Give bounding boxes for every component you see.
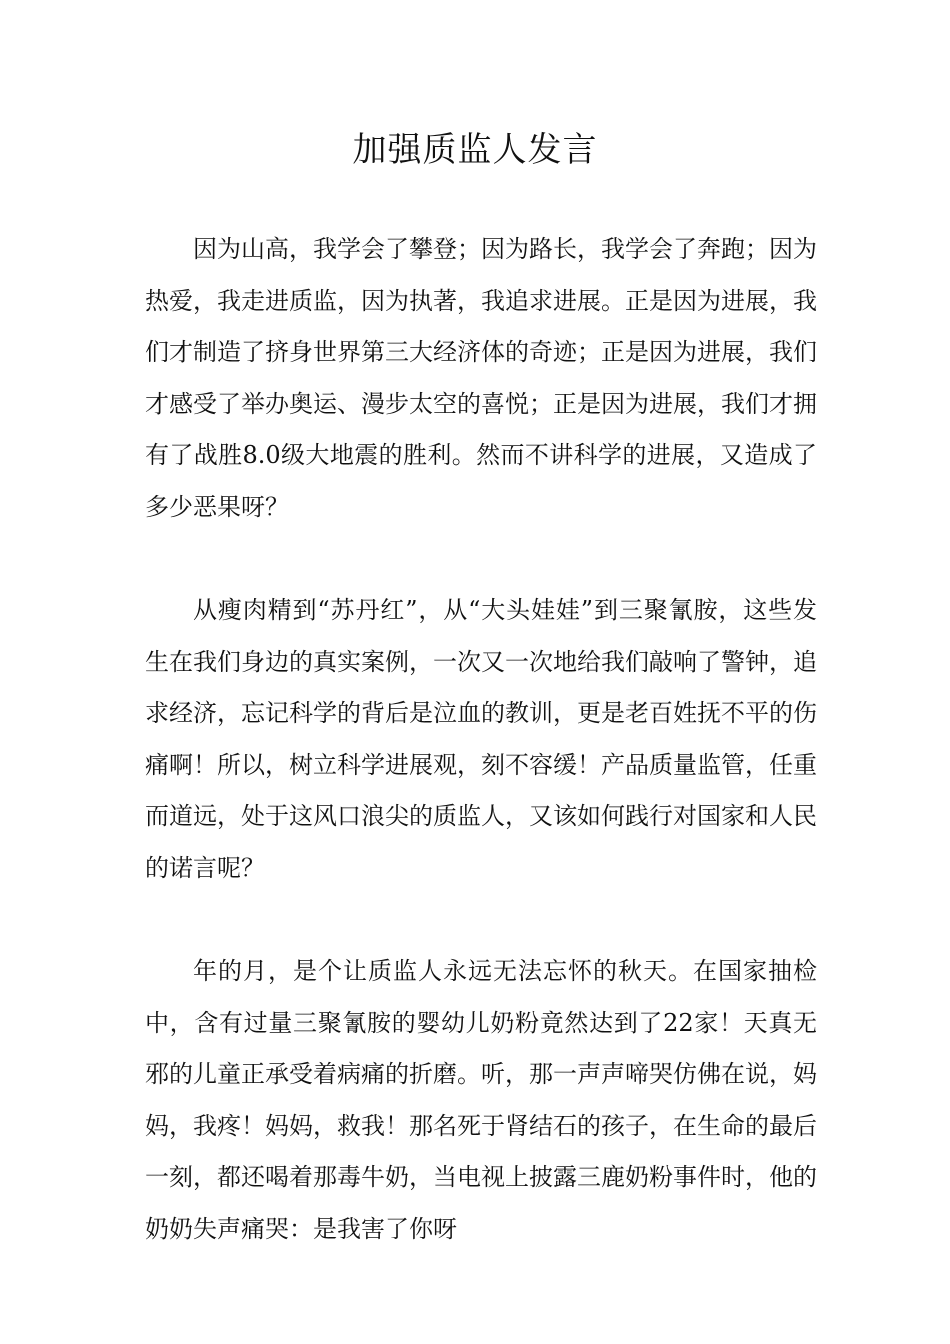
document-title: 加强质监人发言 [352, 130, 598, 170]
paragraph-3: 年的月，是个让质监人永远无法忘怀的秋天。在国家抽检中，含有过量三聚氰胺的婴幼儿奶粉竟然达到了22家！天真无邪的儿童正承受着病痛的折磨。听，那一声声啼哭仿佛在说，妈妈，我疼！妈妈，救我！那名死于肾结石的孩子，在生命的最后一刻，都还喝着那毒牛奶，当电视上披露三鹿奶粉事件时，他的奶奶失声痛哭：是我害了你呀 [145, 957, 817, 1243]
document-body [145, 224, 817, 1255]
paragraph-1: 因为山高，我学会了攀登；因为路长，我学会了奔跑；因为热爱，我走进质监，因为执著，我追求进展。正是因为进展，我们才制造了挤身世界第三大经济体的奇迹；正是因为进展，我们才感受了举办奥运、漫步太空的喜悦；正是因为进展，我们才拥有了战胜8.0级大地震的胜利。然而不讲科学的进展，又造成了多少恶果呀？ [145, 235, 817, 521]
paragraph-2: 从瘦肉精到“苏丹红”，从“大头娃娃”到三聚氰胺，这些发生在我们身边的真实案例，一次又一次地给我们敲响了警钟，追求经济，忘记科学的背后是泣血的教训，更是老百姓抚不平的伤痛啊！所以，树立科学进展观，刻不容缓！产品质量监管，任重而道远，处于这风口浪尖的质监人，又该如何践行对国家和人民的诺言呢？ [145, 596, 817, 882]
